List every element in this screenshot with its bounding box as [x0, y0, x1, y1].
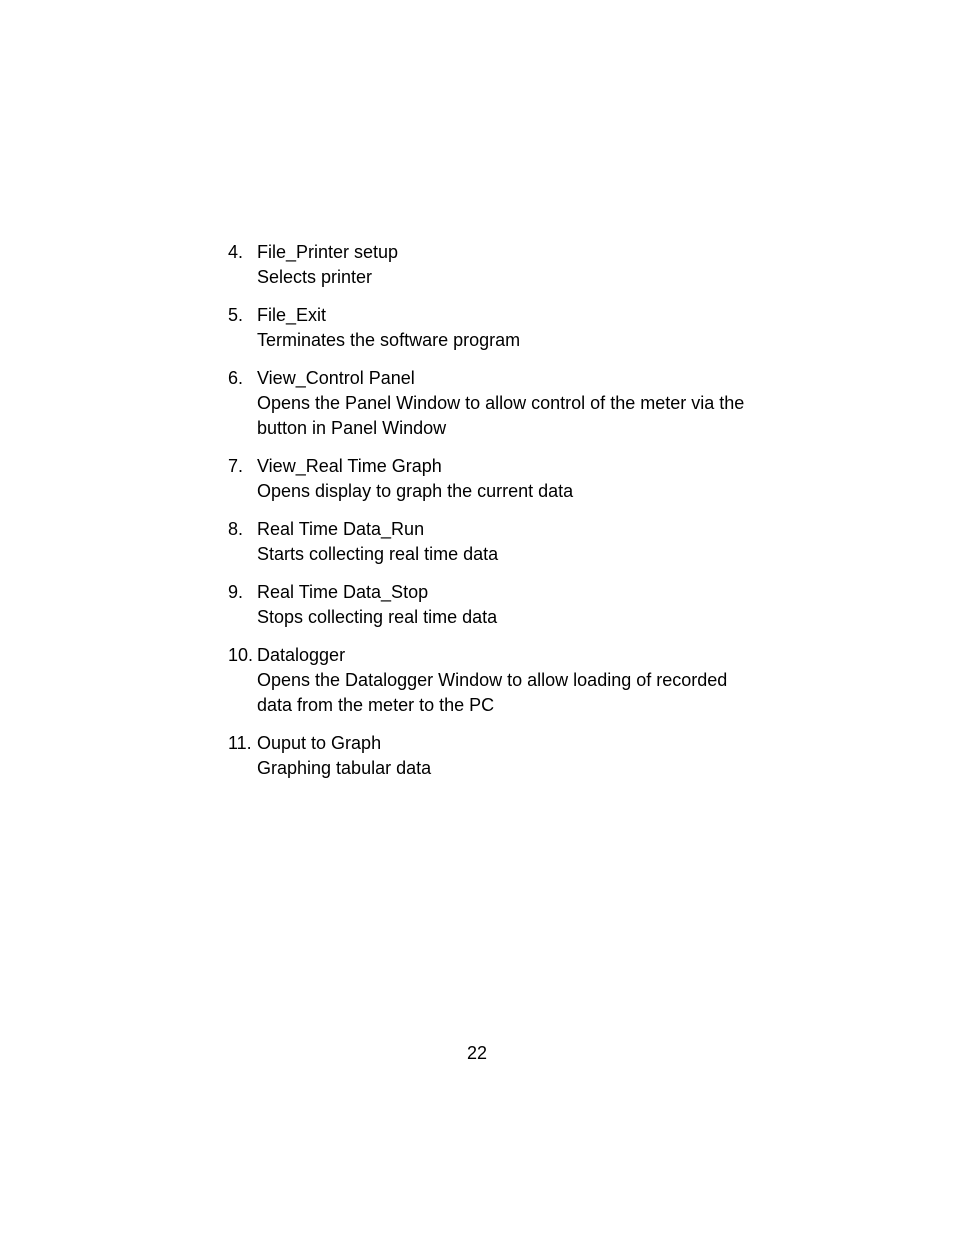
list-item-5 [228, 303, 748, 353]
item-number: 9. [228, 582, 244, 602]
item-number: 5. [228, 305, 244, 325]
item-description: Opens the Panel Window to allow control of the meter via the button in Panel Window [257, 393, 745, 438]
item-body [257, 643, 748, 718]
item-title: Real Time Data_Stop [257, 582, 429, 602]
item-description: Starts collecting real time data [257, 544, 499, 564]
item-body [257, 303, 748, 353]
item-title: File_Exit [257, 305, 327, 325]
item-body [257, 517, 748, 567]
list-item-4 [228, 240, 748, 290]
item-description: Opens the Datalogger Window to allow loading of recorded data from the meter to the PC [257, 670, 728, 715]
list-item-7 [228, 454, 748, 504]
item-body [257, 240, 748, 290]
list-item-8 [228, 517, 748, 567]
item-description: Opens display to graph the current data [257, 481, 574, 501]
item-number: 10. [228, 645, 254, 665]
page-number: 22 [466, 1043, 488, 1063]
item-title: Datalogger [257, 645, 346, 665]
item-body [257, 580, 748, 630]
list-item-11 [228, 731, 748, 781]
item-body [257, 366, 748, 441]
item-body [257, 731, 748, 781]
item-number: 11. [228, 733, 252, 753]
list-item-9 [228, 580, 748, 630]
item-description: Selects printer [257, 267, 373, 287]
list-item-10 [228, 643, 748, 718]
item-body [257, 454, 748, 504]
item-description: Graphing tabular data [257, 758, 432, 778]
item-title: View_Control Panel [257, 368, 415, 388]
item-number: 8. [228, 519, 244, 539]
list-item-6 [228, 366, 748, 441]
menu-item-list [228, 240, 748, 794]
item-number: 7. [228, 456, 244, 476]
item-description: Terminates the software program [257, 330, 521, 350]
item-number: 4. [228, 242, 244, 262]
item-title: Real Time Data_Run [257, 519, 425, 539]
item-number: 6. [228, 368, 244, 388]
item-title: File_Printer setup [257, 242, 399, 262]
item-description: Stops collecting real time data [257, 607, 498, 627]
item-title: View_Real Time Graph [257, 456, 442, 476]
item-title: Ouput to Graph [257, 733, 382, 753]
